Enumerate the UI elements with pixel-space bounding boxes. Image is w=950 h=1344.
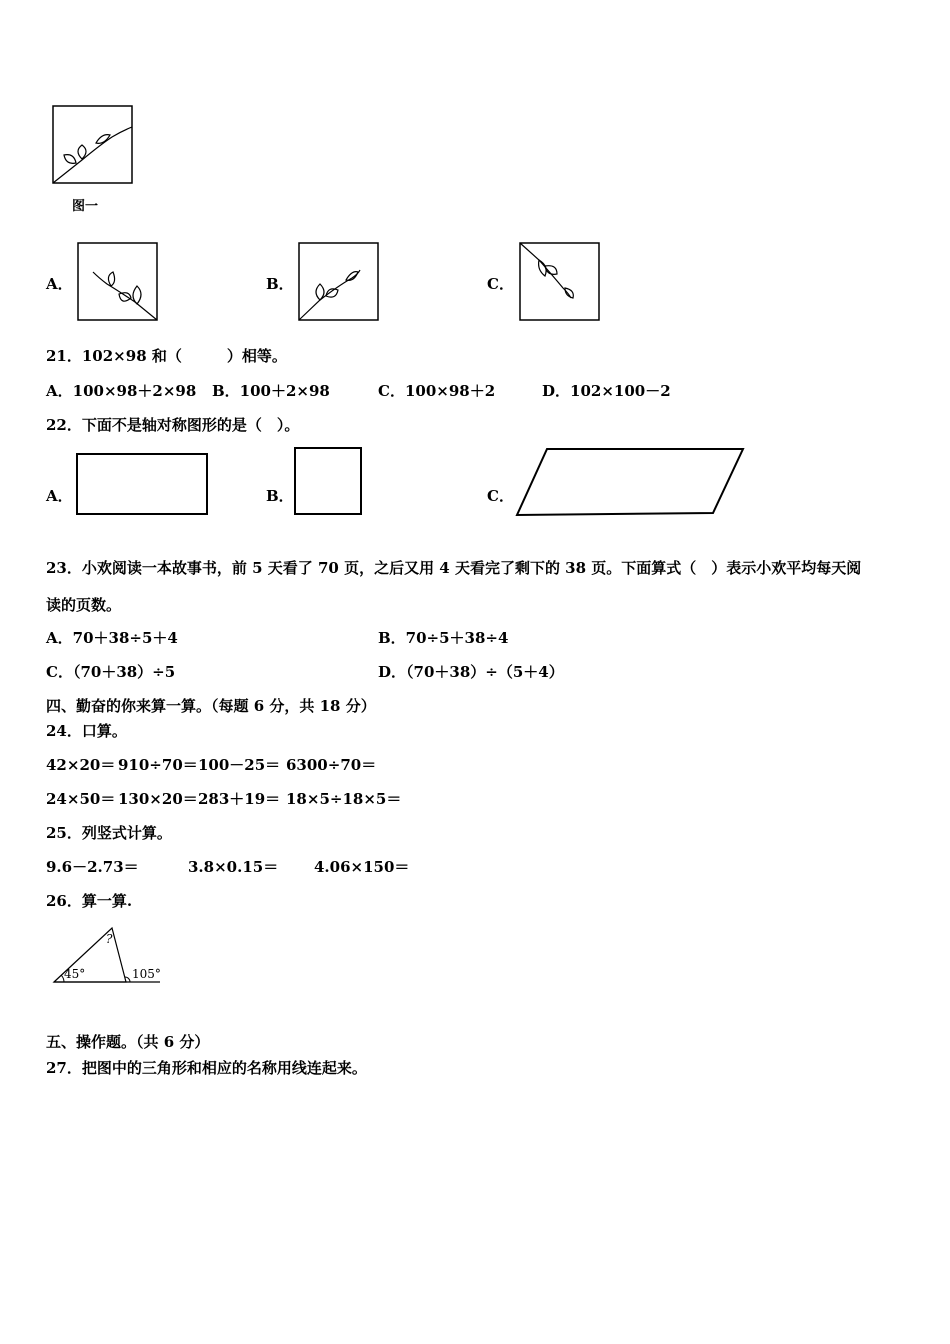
q20-option-a-label[interactable]: A． (46, 275, 73, 293)
q25-item: 3.8×0.15＝ (188, 858, 279, 876)
section-4-title: 四、勤奋的你来算一算。（每题 6 分，共 18 分） (46, 697, 376, 715)
q24-item: 910÷70＝ (118, 756, 198, 774)
q22-option-b-square[interactable] (294, 447, 364, 517)
q24-item: 24×50＝ (46, 790, 116, 808)
q24-item: 283＋19＝ (198, 790, 281, 808)
q23-option-b[interactable]: B．70÷5＋38÷4 (378, 629, 509, 647)
q25-item: 9.6－2.73＝ (46, 858, 139, 876)
q24-stem: 24．口算。 (46, 722, 127, 740)
q24-item: 130×20＝ (118, 790, 198, 808)
q26-angle-exterior: 105° (132, 967, 161, 981)
q25-stem: 25．列竖式计算。 (46, 824, 172, 842)
q22-option-b-label[interactable]: B． (266, 487, 294, 505)
q23-option-d[interactable]: D．（70＋38）÷（5＋4） (378, 663, 564, 681)
q20-option-b-image[interactable] (298, 242, 380, 322)
q21-option-d[interactable]: D．102×100－2 (542, 382, 671, 400)
section-5-title: 五、操作题。（共 6 分） (46, 1033, 210, 1051)
q20-option-a-image[interactable] (77, 242, 159, 322)
q21-stem: 21．102×98 和（ ）相等。 (46, 347, 287, 365)
q26-angle-unknown: ? (106, 932, 113, 946)
q23-option-c[interactable]: C．（70＋38）÷5 (46, 663, 176, 681)
q24-item: 42×20＝ (46, 756, 116, 774)
q23-option-a[interactable]: A．70＋38÷5＋4 (46, 629, 178, 647)
q26-stem: 26．算一算. (46, 892, 133, 910)
q20-option-b-label[interactable]: B． (266, 275, 294, 293)
q22-option-a-rectangle[interactable] (76, 453, 210, 517)
q24-item: 100－25＝ (198, 756, 281, 774)
q22-stem: 22．下面不是轴对称图形的是（ ）。 (46, 416, 300, 434)
q25-item: 4.06×150＝ (314, 858, 410, 876)
q26-angle-left: 45° (64, 967, 86, 981)
q22-option-a-label[interactable]: A． (46, 487, 73, 505)
q23-stem-line2: 读的页数。 (46, 596, 122, 614)
figure-one-caption: 图一 (72, 199, 99, 214)
q22-option-c-label[interactable]: C． (487, 487, 514, 505)
figure-one-leaf-image (52, 105, 134, 185)
q22-option-c-parallelogram[interactable] (515, 447, 745, 517)
q27-stem: 27．把图中的三角形和相应的名称用线连起来。 (46, 1059, 367, 1077)
q24-item: 6300÷70＝ (286, 756, 377, 774)
q20-option-c-image[interactable] (519, 242, 601, 322)
q21-option-b[interactable]: B．100＋2×98 (212, 382, 330, 400)
q23-stem-line1: 23．小欢阅读一本故事书，前 5 天看了 70 页，之后又用 4 天看完了剩下的 38 页。下面算式（ ）表示小欢平均每天阅 (46, 559, 862, 577)
q21-option-a[interactable]: A．100×98＋2×98 (46, 382, 197, 400)
q24-item: 18×5÷18×5＝ (286, 790, 402, 808)
q21-option-c[interactable]: C．100×98＋2 (378, 382, 496, 400)
q20-option-c-label[interactable]: C． (487, 275, 514, 293)
